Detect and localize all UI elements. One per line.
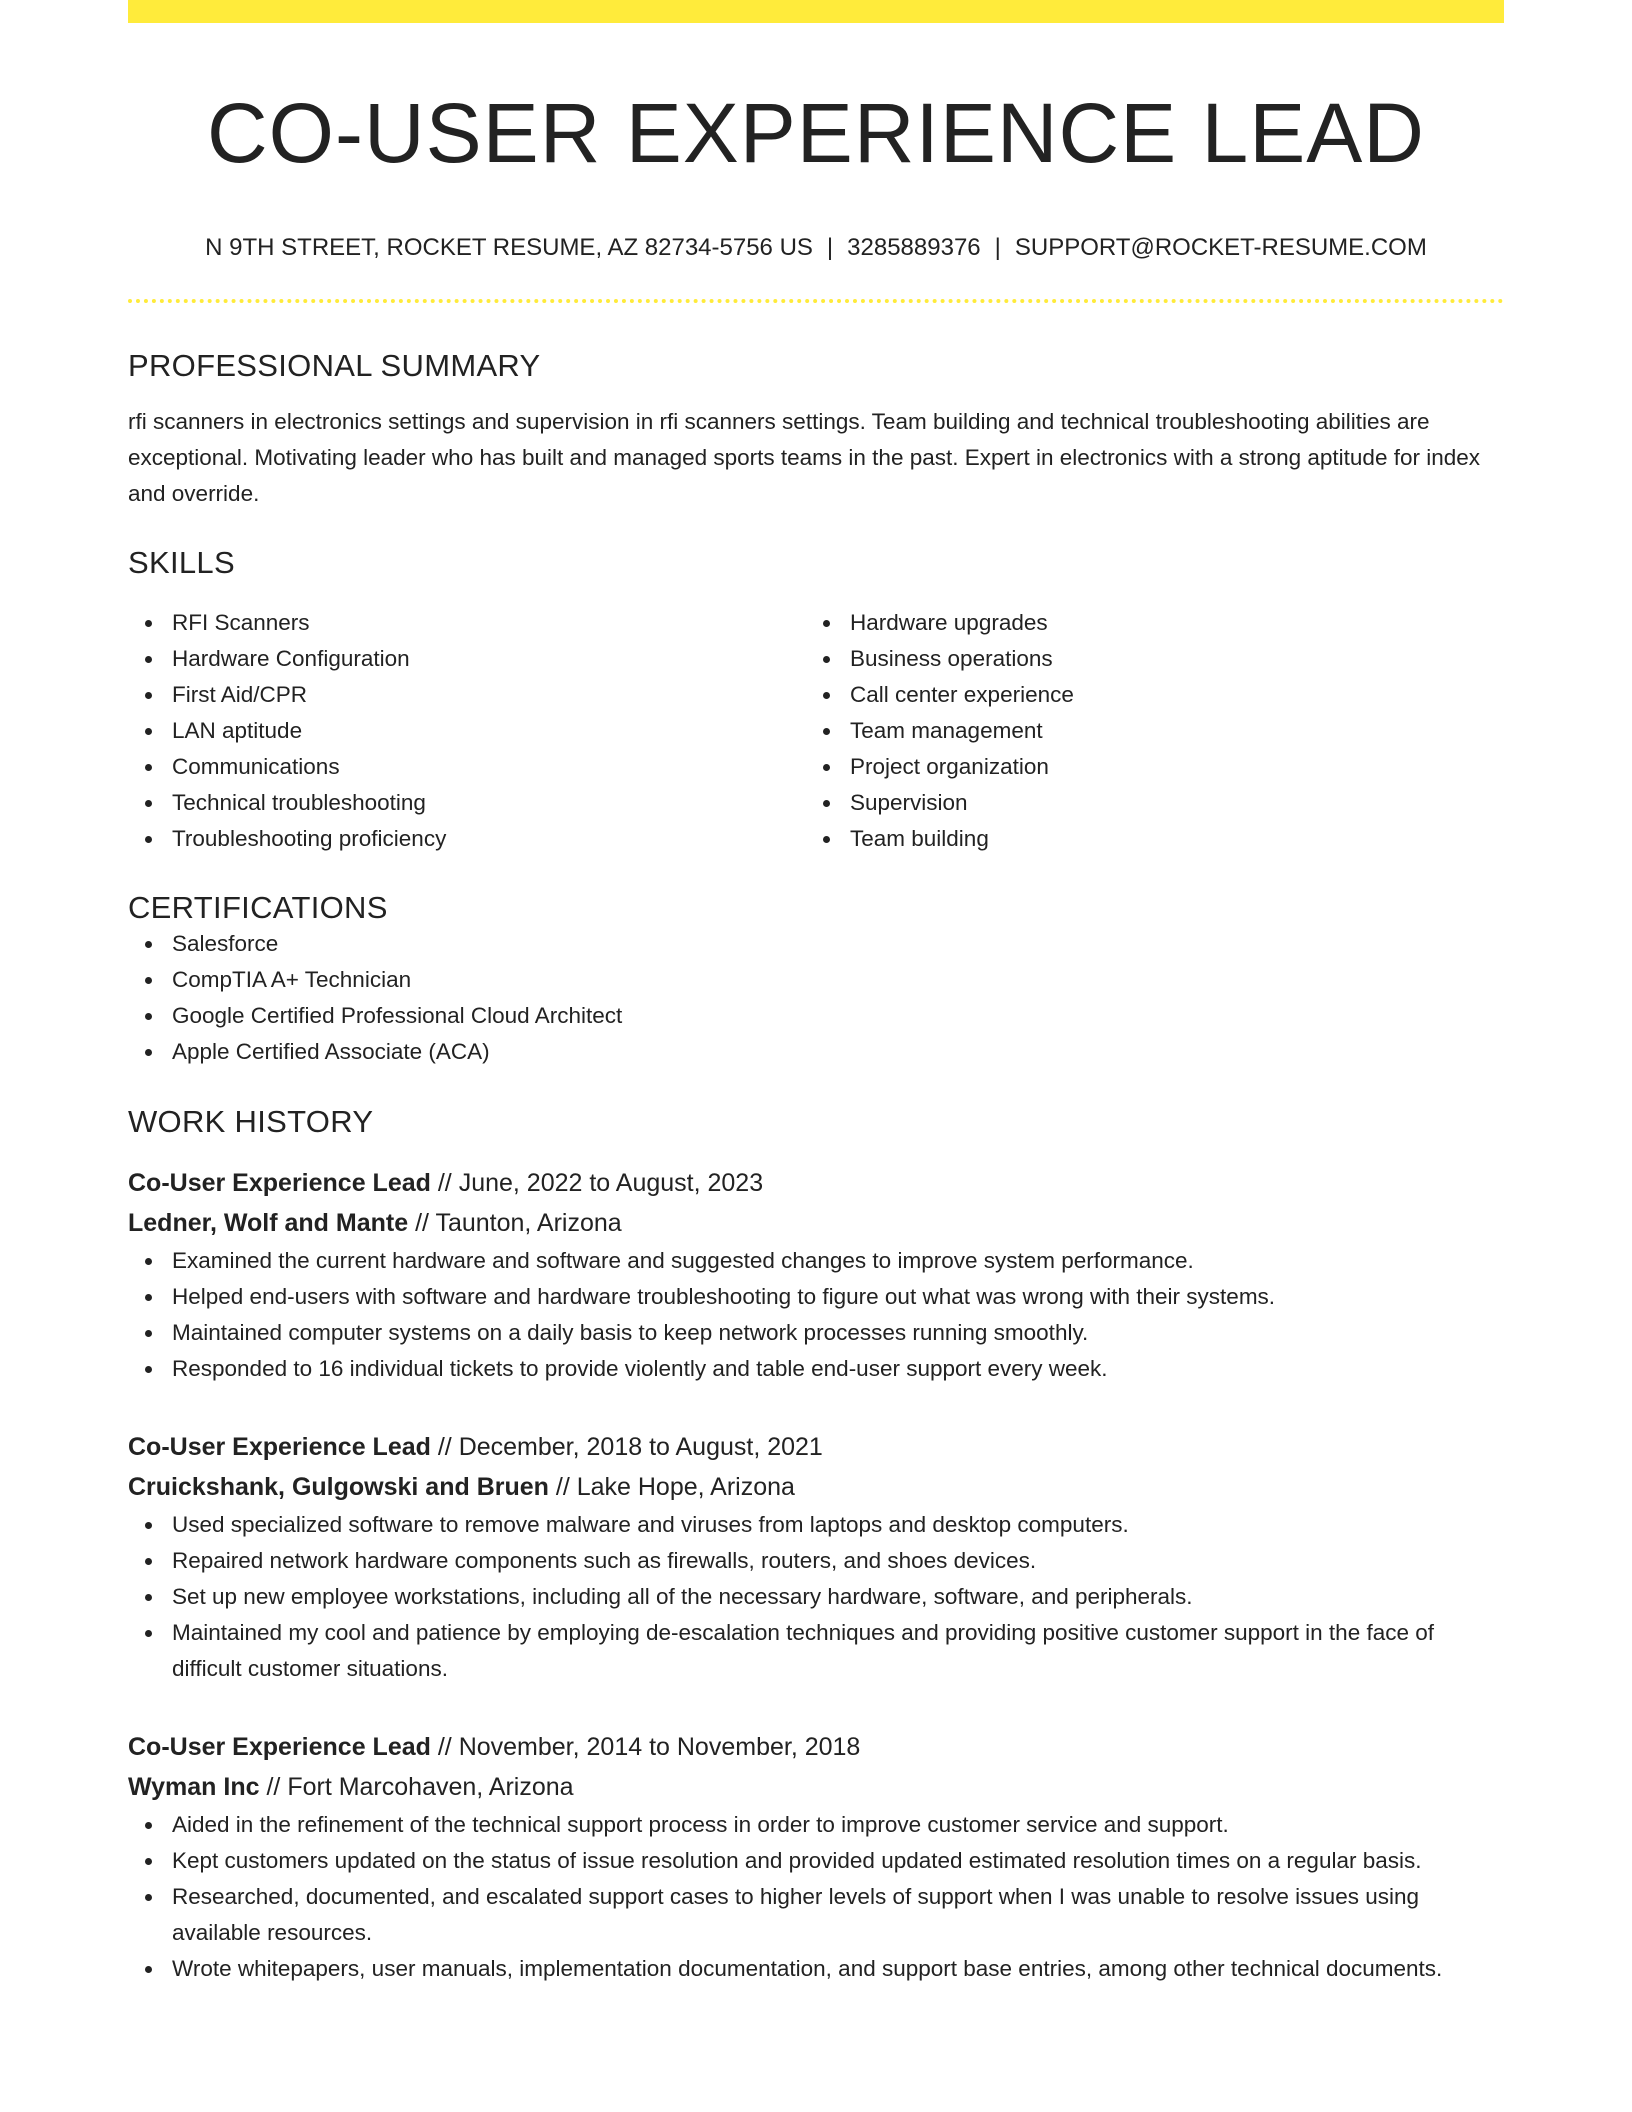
job-location: // Taunton, Arizona (408, 1208, 622, 1237)
skills-list-right (806, 605, 1484, 857)
skill-item: Technical troubleshooting (128, 785, 806, 821)
skill-item: Business operations (806, 641, 1484, 677)
summary-heading: PROFESSIONAL SUMMARY (128, 348, 541, 384)
job-company-line (128, 1203, 1504, 1243)
job-location: // Lake Hope, Arizona (548, 1472, 795, 1501)
job-bullet: Wrote whitepapers, user manuals, implementation documentation, and support base entries, among other technical documents. (128, 1951, 1504, 1987)
summary-text: rfi scanners in electronics settings and supervision in rfi scanners settings. Team building and technical troubleshooting abilities are exceptional. Motivating leader who has built and managed sports teams in the past. Expert in electronics with a strong aptitude for index and override. (128, 409, 1481, 507)
skill-item: Hardware upgrades (806, 605, 1484, 641)
skill-item: Hardware Configuration (128, 641, 806, 677)
skills-grid (128, 605, 1504, 857)
skill-item: Troubleshooting proficiency (128, 821, 806, 857)
job-bullet: Set up new employee workstations, including all of the necessary hardware, software, and peripherals. (128, 1579, 1504, 1615)
skill-item: Team management (806, 713, 1484, 749)
contact-separator: | (994, 234, 1001, 262)
job-title: Co-User Experience Lead (128, 1168, 431, 1197)
job-company-line (128, 1767, 1504, 1807)
job-bullet: Examined the current hardware and software and suggested changes to improve system performance. (128, 1243, 1504, 1279)
job-bullets (128, 1507, 1504, 1687)
job-title: Co-User Experience Lead (128, 1432, 431, 1461)
skill-item: Call center experience (806, 677, 1484, 713)
contact-line (128, 234, 1504, 263)
skill-item: Team building (806, 821, 1484, 857)
job-bullet: Maintained computer systems on a daily basis to keep network processes running smoothly. (128, 1315, 1504, 1351)
job-bullets (128, 1243, 1504, 1387)
certifications-heading: CERTIFICATIONS (128, 889, 388, 925)
skills-heading: SKILLS (128, 545, 235, 581)
job-bullet: Used specialized software to remove malware and viruses from laptops and desktop computers. (128, 1507, 1504, 1543)
skill-item: Supervision (806, 785, 1484, 821)
job-company: Ledner, Wolf and Mante (128, 1208, 409, 1237)
job-location: // Fort Marcohaven, Arizona (259, 1772, 574, 1801)
accent-top-bar (128, 0, 1504, 23)
contact-email: SUPPORT@ROCKET-RESUME.COM (1014, 234, 1427, 262)
contact-phone: 3285889376 (847, 234, 981, 262)
skill-item: RFI Scanners (128, 605, 806, 641)
job-dates: // December, 2018 to August, 2021 (430, 1432, 823, 1461)
certification-item: Salesforce (128, 926, 1504, 962)
job-title-line (128, 1163, 1504, 1203)
job-title-line (128, 1727, 1504, 1767)
job-entry (128, 1163, 1504, 1387)
skill-item: Communications (128, 749, 806, 785)
job-bullet: Maintained my cool and patience by employing de-escalation techniques and providing positive customer support in the face of difficult customer situations. (128, 1615, 1504, 1687)
skills-column-left (128, 605, 806, 857)
job-title: Co-User Experience Lead (128, 1732, 431, 1761)
job-bullet: Responded to 16 individual tickets to provide violently and table end-user support every week. (128, 1351, 1504, 1387)
job-dates: // June, 2022 to August, 2023 (430, 1168, 764, 1197)
skill-item: First Aid/CPR (128, 677, 806, 713)
job-company: Cruickshank, Gulgowski and Bruen (128, 1472, 549, 1501)
job-entry (128, 1727, 1504, 1987)
certification-item: CompTIA A+ Technician (128, 962, 1504, 998)
resume-page (128, 0, 1504, 1987)
job-bullets (128, 1807, 1504, 1987)
contact-separator: | (826, 234, 834, 262)
certification-item: Apple Certified Associate (ACA) (128, 1034, 1504, 1070)
certification-item: Google Certified Professional Cloud Architect (128, 998, 1504, 1034)
resume-name: CO-USER EXPERIENCE LEAD (207, 86, 1425, 180)
job-bullet: Helped end-users with software and hardware troubleshooting to figure out what was wrong with their systems. (128, 1279, 1504, 1315)
job-bullet: Researched, documented, and escalated support cases to higher levels of support when I was unable to resolve issues using available resources. (128, 1879, 1504, 1951)
contact-address: N 9TH STREET, ROCKET RESUME, AZ 82734-5756 US (205, 234, 813, 262)
job-bullet: Aided in the refinement of the technical support process in order to improve customer service and support. (128, 1807, 1504, 1843)
job-company-line (128, 1467, 1504, 1507)
skill-item: Project organization (806, 749, 1484, 785)
skill-item: LAN aptitude (128, 713, 806, 749)
job-title-line (128, 1427, 1504, 1467)
work-history-heading: WORK HISTORY (128, 1103, 374, 1139)
skills-column-right (806, 605, 1484, 857)
dotted-divider (128, 299, 1504, 303)
skills-list-left (128, 605, 806, 857)
job-bullet: Repaired network hardware components such as firewalls, routers, and shoes devices. (128, 1543, 1504, 1579)
job-bullet: Kept customers updated on the status of issue resolution and provided updated estimated resolution times on a regular basis. (128, 1843, 1504, 1879)
certifications-list (128, 926, 1504, 1070)
job-entry (128, 1427, 1504, 1687)
job-company: Wyman Inc (128, 1772, 260, 1801)
job-dates: // November, 2014 to November, 2018 (430, 1732, 861, 1761)
